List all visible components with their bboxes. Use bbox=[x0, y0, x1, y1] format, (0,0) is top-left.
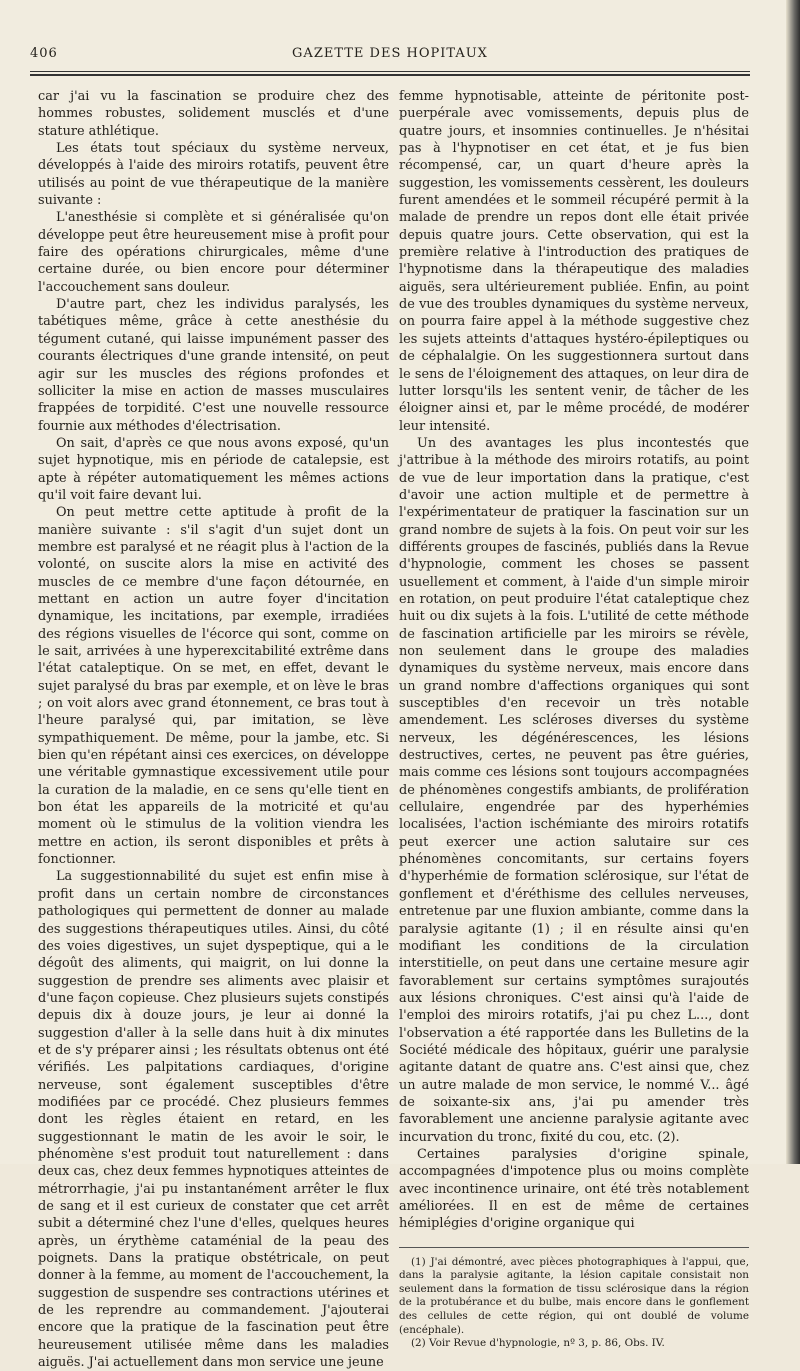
paragraph: femme hypnotisable, atteinte de péritonite post-puerpérale avec vomissements, depuis plus de quatre jours, et insomnies continuelles. Je n'hésitai pas à l'hypnotiser en cet état, et je fus bien récompensé, car, un quart d'heure après la suggestion, les vomissements cessèrent, les douleurs furent amendées et le sommeil récupéré permit à la malade de prendre un repos dont elle était privée depuis quatre jours. Cette observation, qui est la première relative à l'introduction des pratiques de l'hypnotisme dans la thérapeutique des maladies aiguës, sera ultérieurement publiée. Enfin, au point de vue des troubles dynamiques du système nerveux, on pourra faire appel à la méthode suggestive chez les sujets atteints d'attaques hystéro-épileptiques ou de céphalalgie. On les suggestionnera surtout dans le sens de l'éloignement des attaques, on leur dira de lutter lorsqu'ils les sentent venir, de tâcher de les éloigner ainsi et, par le même procédé, de modérer leur intensité. bbox=[399, 89, 749, 434]
page-edge-shadow bbox=[786, 0, 800, 1164]
paragraph: Un des avantages les plus incontestés que j'attribue à la méthode des miroirs rotatifs, au point de vue de leur importation dans la pratique, c'est d'avoir une action multiple et de permettre à l'expérimentateur de pratiquer la fascination sur un grand nombre de sujets à la fois. On peut voir sur les différents groupes de fascinés, publiés dans la Revue d'hypnologie, comment les choses se passent usuellement et comment, à l'aide d'un simple miroir en rotation, on peut produire l'état cataleptique chez huit ou dix sujets à la fois. L'utilité de cette méthode de fascination artificielle par les miroirs se révèle, non seulement dans le groupe des maladies dynamiques du système nerveux, mais encore dans un grand nombre d'affections organiques qui sont susceptibles d'en recevoir un très notable amendement. Les scléroses diverses du système nerveux, les dégénérescences, les lésions destructives, certes, ne peuvent pas être guéries, mais comme ces lésions sont toujours accompagnées de phénomènes congestifs ambiants, de prolifération cellulaire, engendrée par des hyperhémies localisées, l'action ischémiante des miroirs rotatifs peut exercer une action salutaire sur ces phénomènes concomitants, sur certains foyers d'hyperhémie de formation sclérosique, sur l'état de gonflement et d'éréthisme des cellules nerveuses, entretenue par une fluxion ambiante, comme dans la paralysie agitante (1) ; il en résulte ainsi qu'en modifiant les conditions de la circulation interstitielle, on peut dans une certaine mesure agir favorablement sur certains symptômes surajoutés aux lésions chroniques. C'est ainsi qu'à l'aide de l'emploi des miroirs rotatifs, j'ai pu chez L..., dont l'observation a été rapportée dans les Bulletins de la Société médicale des hôpitaux, guérir une paralysie agitante datant de quatre ans. C'est ainsi que, chez un autre malade de mon service, le nommé V... âgé de soixante-six ans, j'ai pu amender très favorablement une ancienne paralysie agitante avec incurvation du tronc, fixité du cou, etc. (2). bbox=[399, 435, 749, 1145]
page-number: 406 bbox=[30, 46, 58, 61]
paragraph: Certaines paralysies d'origine spinale, accompagnées d'impotence plus ou moins complète avec incontinence urinaire, ont été très notablement améliorées. Il en est de même de certaines hémiplégies d'origine organique qui bbox=[399, 1146, 749, 1232]
paragraph: car j'ai vu la fascination se produire chez des hommes robustes, solidement musclés et d'une stature athlétique. bbox=[38, 89, 389, 139]
header-rule-double bbox=[30, 74, 750, 76]
paragraph: On sait, d'après ce que nous avons exposé, qu'un sujet hypnotique, mis en période de catalepsie, est apte à répéter automatiquement les mêmes actions qu'il voit faire devant lui. bbox=[38, 435, 389, 503]
running-header bbox=[30, 46, 750, 66]
footnotes bbox=[399, 1256, 749, 1351]
header-rule bbox=[30, 71, 750, 72]
footnote: (1) J'ai démontré, avec pièces photographiques à l'appui, que, dans la paralysie agitante, la lésion capitale consistait non seulement dans la formation de tissu sclérosique dans la région de la protubérance et du bulbe, mais encore dans le gonflement des cellules de cette région, qui ont doublé de volume (encéphale). bbox=[399, 1255, 749, 1336]
paragraph: L'anesthésie si complète et si généralisée qu'on développe peut être heureusement mise à profit pour faire des opérations chirurgicales, même d'une certaine durée, ou bien encore pour déterminer l'accouchement sans douleur. bbox=[38, 210, 389, 295]
paragraph: D'autre part, chez les individus paralysés, les tabétiques même, grâce à cette anesthésie du tégument cutané, qui laisse impunément passer des courants électriques d'une grande intensité, on peut agir sur les muscles des régions profondes et solliciter la mise en action de masses musculaires frappées de torpidité. C'est une nouvelle ressource fournie aux méthodes d'électrisation. bbox=[38, 297, 389, 434]
paragraph: Les états tout spéciaux du système nerveux, développés à l'aide des miroirs rotatifs, peuvent être utilisés au point de vue thérapeutique de la manière suivante : bbox=[38, 141, 389, 209]
footnote-rule bbox=[399, 1247, 749, 1248]
right-column bbox=[399, 88, 749, 1351]
paragraph: On peut mettre cette aptitude à profit de la manière suivante : s'il s'agit d'un sujet dont un membre est paralysé et ne réagit plus à l'action de la volonté, on suscite alors la mise en activité des muscles de ce membre d'une façon détournée, en mettant en action un autre foyer d'incitation dynamique, les incitations, par exemple, irradiées des régions visuelles de l'écorce qui sont, comme on le sait, arrivées à une hyperexcitabilité extrême dans l'état cataleptique. On se met, en effet, devant le sujet paralysé du bras par exemple, et on lève le bras ; on voit alors avec grand étonnement, ce bras tout à l'heure paralysé qui, par imitation, se lève sympathiquement. De même, pour la jambe, etc. Si bien qu'en répétant ainsi ces exercices, on développe une véritable gymnastique excessivement utile pour la curation de la maladie, en ce sens qu'elle tient en bon état les appareils de la motricité et qu'au moment où le stimulus de la volition viendra les mettre en action, ils seront disponibles et prêts à fonctionner. bbox=[38, 505, 389, 868]
left-column bbox=[38, 88, 389, 1371]
footnote: (2) Voir Revue d'hypnologie, nº 3, p. 86, Obs. IV. bbox=[411, 1337, 665, 1350]
journal-title: GAZETTE DES HOPITAUX bbox=[292, 46, 488, 61]
paragraph: La suggestionnabilité du sujet est enfin mise à profit dans un certain nombre de circonstances pathologiques qui permettent de donner au malade des suggestions thérapeutiques utiles. Ainsi, du côté des voies digestives, un sujet dyspeptique, qui a le dégoût des aliments, qui maigrit, on lui donne la suggestion de prendre ses aliments avec plaisir et d'une façon copieuse. Chez plusieurs sujets constipés depuis dix à douze jours, je leur ai donné la suggestion d'aller à la selle dans huit à dix minutes et de s'y préparer ainsi ; les résultats obtenus ont été vérifiés. Les palpitations cardiaques, d'origine nerveuse, sont également susceptibles d'être modifiées par ce procédé. Chez plusieurs femmes dont les règles étaient en retard, en les suggestionnant le matin de les avoir le soir, le phénomène s'est produit tout naturellement : dans deux cas, chez deux femmes hypnotiques atteintes de métrorrhagie, j'ai pu instantanément arrêter le flux de sang et il est curieux de constater que cet arrêt subit a déterminé chez l'une d'elles, quelques heures après, un érythème cataménial de la peau des poignets. Dans la pratique obstétricale, on peut donner à la femme, au moment de l'accouchement, la suggestion de suspendre ses contractions utérines et de les reprendre au commandement. J'ajouterai encore que la pratique de la fascination peut être heureusement utilisée même dans les maladies aiguës. J'ai actuellement dans mon service une jeune bbox=[38, 869, 389, 1371]
